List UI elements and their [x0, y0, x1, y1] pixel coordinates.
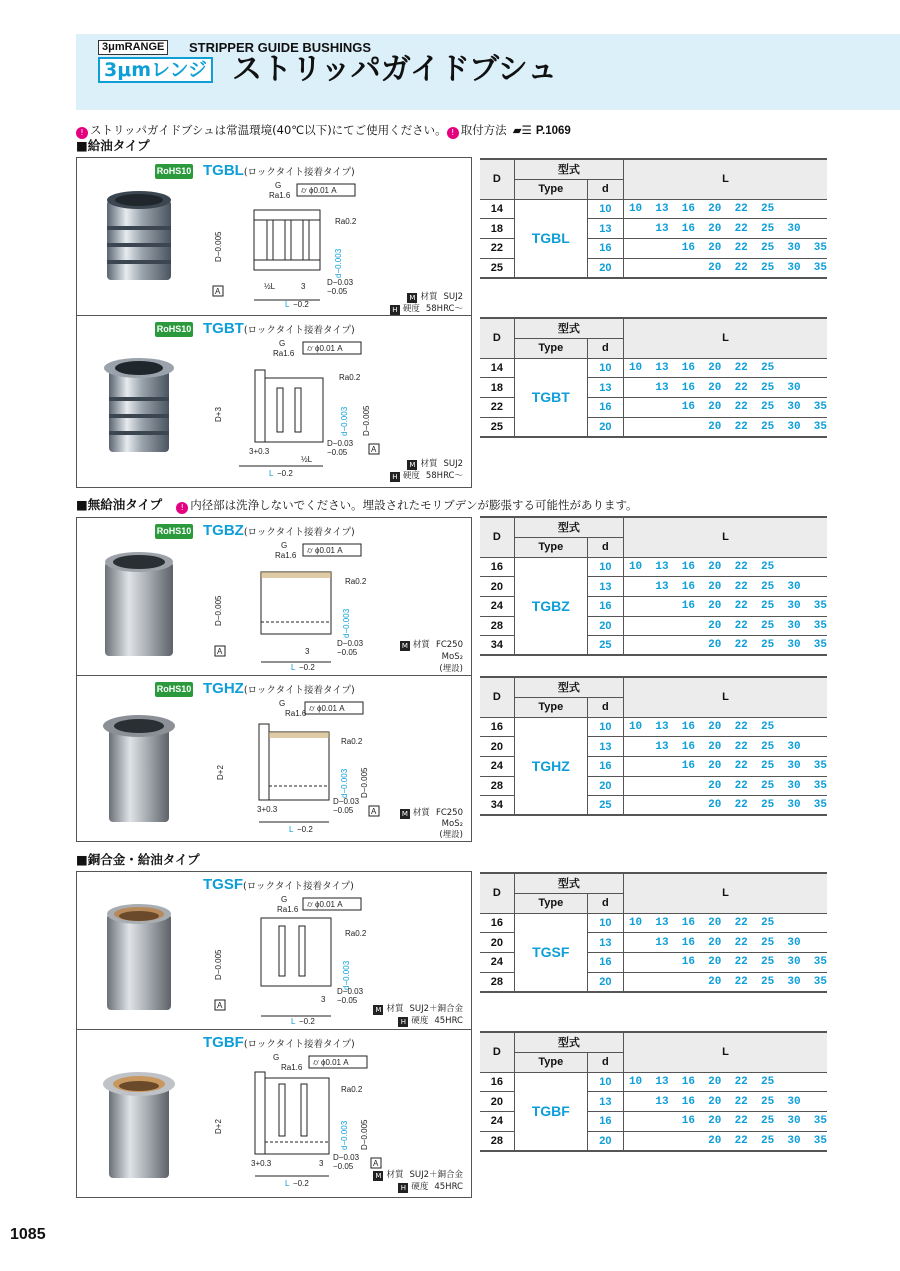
cell-D: 18 [480, 219, 514, 239]
cell-L: 16 20 22 25 30 35 [623, 238, 827, 258]
bushing-photo [99, 1064, 179, 1184]
svg-text:−0.2: −0.2 [299, 1017, 315, 1026]
svg-text:⌭ ϕ0.01 A: ⌭ ϕ0.01 A [307, 344, 343, 353]
lock-note: (ロックタイト接着タイプ) [243, 527, 355, 538]
cell-D: 18 [480, 378, 514, 398]
cell-L: 10 13 16 20 22 25 [623, 199, 827, 219]
bushing-photo [99, 708, 179, 828]
hardness-row: H 硬度 58HRC～ [390, 304, 463, 315]
col-header-type: Type [514, 893, 587, 913]
cell-D: 28 [480, 776, 514, 796]
col-header-D: D [480, 517, 514, 557]
model-code: TGBZ [203, 522, 244, 539]
cell-L: 20 22 25 30 35 [623, 776, 827, 796]
section-oilless [76, 497, 638, 514]
cell-L: 13 16 20 22 25 30 [623, 577, 827, 597]
book-icon: ▰☰ [512, 123, 532, 137]
material-row: M 材質 FC250 [401, 640, 463, 650]
svg-text:Ra0.2: Ra0.2 [335, 217, 357, 226]
hardness-icon: H [390, 472, 400, 482]
cell-L: 20 22 25 30 35 [623, 616, 827, 636]
product-panel-tgsf [76, 871, 472, 1030]
product-panel-tgbl [76, 157, 472, 316]
material-row-3: (埋設) [439, 664, 463, 674]
cell-D: 16 [480, 1072, 514, 1092]
rohs-badge: RoHS10 [155, 682, 193, 697]
cell-type: TGHZ [514, 717, 587, 815]
cell-d: 20 [587, 972, 623, 992]
hardness-row: H 硬度 58HRC～ [390, 471, 463, 482]
svg-text:d−0.003: d−0.003 [334, 248, 343, 278]
col-header-D: D [480, 318, 514, 358]
cell-d: 13 [587, 577, 623, 597]
svg-text:d−0.003: d−0.003 [340, 406, 349, 436]
oilless-note [176, 498, 637, 512]
svg-text:½L: ½L [301, 455, 313, 464]
svg-text:−0.2: −0.2 [297, 825, 313, 834]
table-row [480, 913, 827, 933]
model-code: TGSF [203, 876, 243, 893]
model-title [203, 320, 355, 338]
svg-text:Ra1.6: Ra1.6 [285, 709, 307, 718]
svg-text:⌭ ϕ0.01 A: ⌭ ϕ0.01 A [309, 704, 345, 713]
svg-text:Ra1.6: Ra1.6 [277, 905, 299, 914]
usage-note-text: ストリッパガイドブシュは常温環境(40℃以下)にてご使用ください。 [90, 123, 447, 137]
hardness-icon: H [398, 1183, 408, 1193]
svg-text:D−0.005: D−0.005 [214, 949, 223, 980]
col-header-D: D [480, 677, 514, 717]
cell-type: TGBT [514, 358, 587, 437]
cell-D: 20 [480, 737, 514, 757]
model-title [203, 1034, 355, 1052]
cell-L: 16 20 22 25 30 35 [623, 397, 827, 417]
cell-L: 20 22 25 30 35 [623, 972, 827, 992]
svg-text:D−0.005: D−0.005 [362, 405, 371, 436]
lock-note: (ロックタイト接着タイプ) [243, 1039, 355, 1050]
svg-text:D−0.03: D−0.03 [327, 439, 354, 448]
svg-text:−0.2: −0.2 [293, 300, 309, 309]
cell-L: 20 22 25 30 35 [623, 417, 827, 437]
technical-drawing [209, 700, 459, 840]
cell-D: 14 [480, 199, 514, 219]
rohs-badge: RoHS10 [155, 322, 193, 337]
cell-D: 16 [480, 557, 514, 577]
svg-text:−0.05: −0.05 [333, 806, 354, 815]
mount-label: 取付方法 [460, 123, 507, 137]
svg-text:A: A [373, 1159, 379, 1168]
cell-D: 25 [480, 417, 514, 437]
table-row [480, 358, 827, 378]
lock-note: (ロックタイト接着タイプ) [243, 167, 355, 178]
cell-d: 10 [587, 358, 623, 378]
product-panel-tgbt [76, 316, 472, 488]
table-row [480, 199, 827, 219]
svg-text:3: 3 [305, 647, 310, 656]
cell-d: 20 [587, 417, 623, 437]
spec-table-3 [480, 676, 827, 816]
col-header-type-jp: 型式 [514, 677, 623, 697]
svg-text:L: L [269, 469, 274, 478]
svg-text:−0.05: −0.05 [327, 287, 348, 296]
col-header-d: d [587, 537, 623, 557]
table-row [480, 717, 827, 737]
cell-d: 13 [587, 933, 623, 953]
caution-icon: ! [176, 502, 188, 514]
material-row-2: MoS₂ [441, 652, 463, 662]
bushing-photo [99, 352, 179, 462]
rohs-badge: RoHS10 [155, 164, 193, 179]
cell-d: 13 [587, 219, 623, 239]
spec-table-5 [480, 1031, 827, 1152]
cell-D: 16 [480, 717, 514, 737]
svg-text:3: 3 [301, 282, 306, 291]
material-row-3: (埋設) [439, 830, 463, 840]
cell-L: 13 16 20 22 25 30 [623, 737, 827, 757]
spec-table-2 [480, 516, 827, 656]
table-row [480, 557, 827, 577]
col-header-L: L [623, 1032, 827, 1072]
title-en: STRIPPER GUIDE BUSHINGS [189, 40, 372, 55]
cell-L: 13 16 20 22 25 30 [623, 378, 827, 398]
svg-text:3: 3 [319, 1159, 324, 1168]
cell-type: TGBZ [514, 557, 587, 655]
svg-text:G: G [279, 340, 286, 348]
model-title [203, 680, 355, 698]
cell-D: 24 [480, 596, 514, 616]
svg-text:3: 3 [321, 995, 326, 1004]
col-header-L: L [623, 517, 827, 557]
svg-text:−0.05: −0.05 [327, 448, 348, 457]
cell-d: 10 [587, 1072, 623, 1092]
mount-page-link[interactable]: P.1069 [535, 125, 571, 137]
material-icon: M [409, 294, 416, 302]
svg-text:L: L [291, 663, 296, 672]
svg-text:L: L [285, 300, 290, 309]
lock-note: (ロックタイト接着タイプ) [243, 685, 355, 696]
hardness-row: H 硬度 45HRC [398, 1016, 463, 1027]
cell-L: 16 20 22 25 30 35 [623, 756, 827, 776]
svg-text:D−0.03: D−0.03 [337, 987, 364, 996]
cell-L: 16 20 22 25 30 35 [623, 1111, 827, 1131]
cell-L: 10 13 16 20 22 25 [623, 913, 827, 933]
hardness-icon: H [398, 1017, 408, 1027]
cell-d: 16 [587, 397, 623, 417]
cell-L: 20 22 25 30 35 [623, 1131, 827, 1151]
col-header-d: d [587, 179, 623, 199]
svg-text:−0.2: −0.2 [299, 663, 315, 672]
col-header-d: d [587, 697, 623, 717]
col-header-L: L [623, 318, 827, 358]
svg-text:A: A [371, 445, 377, 454]
lock-note: (ロックタイト接着タイプ) [243, 325, 355, 336]
col-header-d: d [587, 1052, 623, 1072]
model-code: TGBL [203, 162, 244, 179]
cell-d: 13 [587, 378, 623, 398]
product-panel-tgbf [76, 1030, 472, 1198]
cell-L: 16 20 22 25 30 35 [623, 596, 827, 616]
caution-icon: ! [76, 127, 88, 139]
svg-text:G: G [273, 1054, 280, 1062]
svg-text:Ra1.6: Ra1.6 [275, 551, 297, 560]
material-row: M 材質 SUJ2 [409, 459, 463, 469]
product-panel-tgbz [76, 517, 472, 676]
cell-L: 10 13 16 20 22 25 [623, 717, 827, 737]
svg-text:Ra0.2: Ra0.2 [345, 577, 367, 586]
col-header-type-jp: 型式 [514, 1032, 623, 1052]
svg-text:⌭ ϕ0.01 A: ⌭ ϕ0.01 A [313, 1058, 349, 1067]
col-header-L: L [623, 677, 827, 717]
oilless-note-text: 内径部は洗浄しないでください。埋設されたモリブデンが膨張する可能性があります。 [190, 498, 638, 512]
svg-text:3+0.3: 3+0.3 [249, 447, 270, 456]
hardness-icon: H [390, 305, 400, 315]
cell-d: 20 [587, 258, 623, 278]
cell-L: 10 13 16 20 22 25 [623, 358, 827, 378]
svg-text:Ra1.6: Ra1.6 [281, 1063, 303, 1072]
svg-text:½L: ½L [264, 282, 276, 291]
range-tag: 3μmRANGE [98, 40, 168, 55]
cell-D: 14 [480, 358, 514, 378]
svg-text:D+2: D+2 [214, 1119, 223, 1134]
col-header-d: d [587, 893, 623, 913]
svg-text:−0.05: −0.05 [337, 648, 358, 657]
section-oil: ■給油タイプ [76, 138, 150, 153]
cell-D: 24 [480, 756, 514, 776]
cell-L: 10 13 16 20 22 25 [623, 557, 827, 577]
svg-text:−0.05: −0.05 [337, 996, 358, 1005]
cell-d: 20 [587, 776, 623, 796]
svg-text:⌭ ϕ0.01 A: ⌭ ϕ0.01 A [307, 900, 343, 909]
model-title [203, 522, 355, 540]
svg-text:L: L [285, 1179, 290, 1188]
cell-d: 16 [587, 952, 623, 972]
cell-d: 13 [587, 737, 623, 757]
hardness-row: H 硬度 45HRC [398, 1182, 463, 1193]
material-row: M 材質 FC250 [401, 808, 463, 818]
svg-text:⌭ ϕ0.01 A: ⌭ ϕ0.01 A [307, 546, 343, 555]
svg-text:d−0.003: d−0.003 [340, 1120, 349, 1150]
svg-text:D−0.005: D−0.005 [360, 767, 369, 798]
svg-text:D−0.005: D−0.005 [214, 231, 223, 262]
material-icon: M [401, 810, 408, 818]
svg-text:G: G [281, 896, 288, 904]
svg-text:L: L [289, 825, 294, 834]
col-header-L: L [623, 873, 827, 913]
cell-D: 28 [480, 616, 514, 636]
col-header-D: D [480, 159, 514, 199]
svg-text:G: G [281, 542, 288, 550]
product-panel-tghz [76, 676, 472, 842]
cell-type: TGBL [514, 199, 587, 278]
cell-D: 20 [480, 577, 514, 597]
spec-table-1 [480, 317, 827, 438]
col-header-type: Type [514, 179, 587, 199]
svg-text:A: A [215, 287, 221, 296]
svg-text:G: G [275, 182, 282, 190]
svg-text:d−0.003: d−0.003 [342, 960, 351, 990]
svg-text:Ra1.6: Ra1.6 [273, 349, 295, 358]
model-code: TGBF [203, 1034, 244, 1051]
spec-table-4 [480, 872, 827, 993]
bushing-photo [99, 548, 179, 663]
cell-L: 13 16 20 22 25 30 [623, 219, 827, 239]
svg-text:D−0.005: D−0.005 [214, 595, 223, 626]
lock-note: (ロックタイト接着タイプ) [243, 881, 354, 892]
cell-D: 20 [480, 933, 514, 953]
cell-L: 13 16 20 22 25 30 [623, 933, 827, 953]
caution-icon: ! [447, 127, 459, 139]
col-header-type-jp: 型式 [514, 159, 623, 179]
model-title [203, 162, 355, 180]
svg-text:Ra0.2: Ra0.2 [339, 373, 361, 382]
svg-text:L: L [291, 1017, 296, 1026]
svg-text:G: G [279, 700, 286, 708]
cell-d: 16 [587, 596, 623, 616]
material-row: M 材質 SUJ2＋銅合金 [375, 1004, 463, 1014]
svg-text:D+3: D+3 [214, 407, 223, 422]
cell-D: 22 [480, 397, 514, 417]
svg-text:−0.05: −0.05 [333, 1162, 354, 1171]
cell-d: 10 [587, 199, 623, 219]
cell-D: 28 [480, 972, 514, 992]
svg-text:D−0.03: D−0.03 [333, 797, 360, 806]
cell-L: 20 22 25 30 35 [623, 636, 827, 656]
cell-type: TGBF [514, 1072, 587, 1151]
title-jp: ストリッパガイドブシュ [232, 52, 558, 87]
cell-L: 20 22 25 30 35 [623, 258, 827, 278]
cell-d: 25 [587, 636, 623, 656]
cell-D: 34 [480, 636, 514, 656]
range-tag-jp: 3μmレンジ [98, 57, 213, 83]
bushing-photo [99, 188, 179, 288]
cell-d: 10 [587, 717, 623, 737]
svg-text:D−0.03: D−0.03 [333, 1153, 360, 1162]
cell-L: 16 20 22 25 30 35 [623, 952, 827, 972]
cell-D: 20 [480, 1092, 514, 1112]
cell-d: 25 [587, 796, 623, 816]
cell-d: 16 [587, 238, 623, 258]
model-code: TGBT [203, 320, 244, 337]
cell-D: 16 [480, 913, 514, 933]
section-copper: ■銅合金・給油タイプ [76, 852, 200, 867]
rohs-badge: RoHS10 [155, 524, 193, 539]
cell-D: 34 [480, 796, 514, 816]
cell-L: 10 13 16 20 22 25 [623, 1072, 827, 1092]
cell-D: 22 [480, 238, 514, 258]
material-icon: M [375, 1006, 382, 1014]
model-title [203, 876, 354, 894]
col-header-type: Type [514, 1052, 587, 1072]
col-header-L: L [623, 159, 827, 199]
cell-L: 20 22 25 30 35 [623, 796, 827, 816]
col-header-type: Type [514, 537, 587, 557]
cell-d: 16 [587, 756, 623, 776]
cell-d: 10 [587, 913, 623, 933]
cell-D: 24 [480, 1111, 514, 1131]
svg-text:D+2: D+2 [216, 765, 225, 780]
cell-L: 13 16 20 22 25 30 [623, 1092, 827, 1112]
col-header-type-jp: 型式 [514, 318, 623, 338]
page-number: 1085 [10, 1226, 46, 1243]
col-header-type: Type [514, 338, 587, 358]
material-row: M 材質 SUJ2 [409, 292, 463, 302]
svg-text:−0.2: −0.2 [293, 1179, 309, 1188]
cell-D: 28 [480, 1131, 514, 1151]
svg-text:D−0.03: D−0.03 [337, 639, 364, 648]
col-header-type-jp: 型式 [514, 873, 623, 893]
cell-D: 24 [480, 952, 514, 972]
cell-d: 20 [587, 1131, 623, 1151]
col-header-d: d [587, 338, 623, 358]
bushing-photo [99, 898, 179, 1018]
cell-D: 25 [480, 258, 514, 278]
svg-text:−0.2: −0.2 [277, 469, 293, 478]
material-icon: M [401, 642, 408, 650]
technical-drawing [209, 542, 459, 672]
material-icon: M [375, 1172, 382, 1180]
svg-text:Ra0.2: Ra0.2 [341, 1085, 363, 1094]
material-row: M 材質 SUJ2＋銅合金 [375, 1170, 463, 1180]
svg-text:A: A [217, 647, 223, 656]
svg-text:A: A [371, 807, 377, 816]
usage-note [76, 122, 571, 139]
spec-table-0 [480, 158, 827, 279]
section-oilless-title: ■無給油タイプ [76, 497, 163, 512]
cell-d: 20 [587, 616, 623, 636]
svg-text:3+0.3: 3+0.3 [251, 1159, 272, 1168]
cell-d: 16 [587, 1111, 623, 1131]
material-row-2: MoS₂ [441, 819, 463, 829]
svg-text:D−0.005: D−0.005 [360, 1119, 369, 1150]
material-icon: M [409, 461, 416, 469]
svg-text:Ra1.6: Ra1.6 [269, 191, 291, 200]
table-row [480, 1072, 827, 1092]
svg-text:A: A [217, 1001, 223, 1010]
svg-text:3+0.3: 3+0.3 [257, 805, 278, 814]
svg-text:⌭ ϕ0.01 A: ⌭ ϕ0.01 A [301, 186, 337, 195]
col-header-D: D [480, 873, 514, 913]
col-header-D: D [480, 1032, 514, 1072]
col-header-type: Type [514, 697, 587, 717]
model-code: TGHZ [203, 680, 244, 697]
svg-text:d−0.003: d−0.003 [340, 768, 349, 798]
cell-d: 13 [587, 1092, 623, 1112]
svg-text:Ra0.2: Ra0.2 [341, 737, 363, 746]
cell-type: TGSF [514, 913, 587, 992]
col-header-type-jp: 型式 [514, 517, 623, 537]
svg-text:d−0.003: d−0.003 [342, 608, 351, 638]
svg-text:Ra0.2: Ra0.2 [345, 929, 367, 938]
svg-text:D−0.03: D−0.03 [327, 278, 354, 287]
cell-d: 10 [587, 557, 623, 577]
